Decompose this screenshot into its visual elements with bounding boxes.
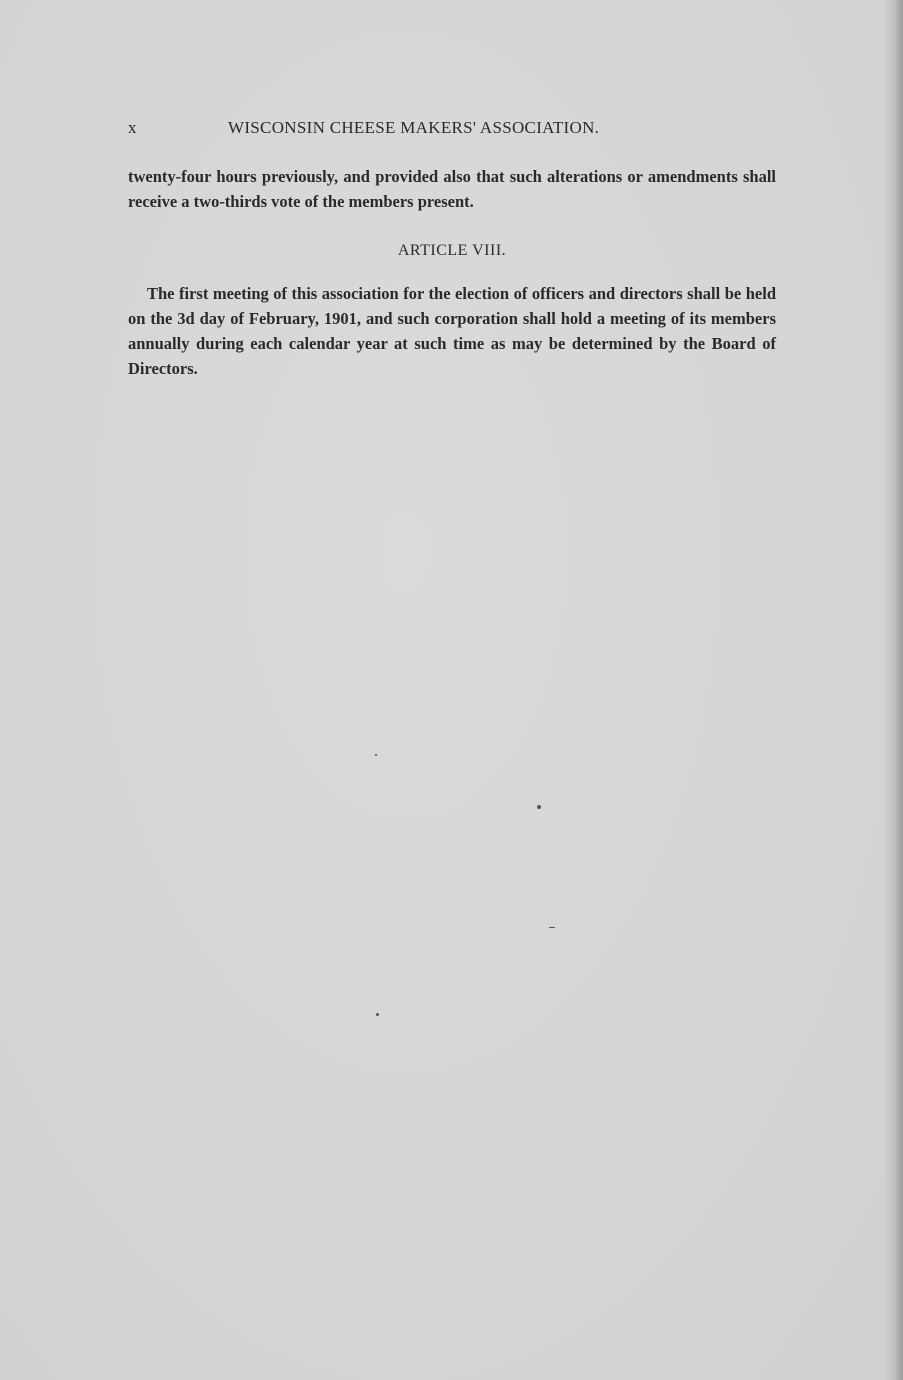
continued-paragraph: twenty-four hours previously, and provided also that such alterations or amendments shall receive a two-thirds vote of the members present. bbox=[128, 167, 776, 211]
article-text: The first meeting of this association for the election of officers and directors shall be held on the 3d day of February, 1901, and such corporation shall hold a meeting of its members annually during each calendar year at such time as may be determined by the Board of Directors. bbox=[128, 284, 776, 378]
page-number: x bbox=[128, 118, 137, 137]
paper-speck bbox=[549, 927, 555, 928]
paper-speck bbox=[537, 805, 541, 809]
paper-speck bbox=[375, 754, 377, 756]
article-heading: ARTICLE VIII. bbox=[397, 242, 507, 259]
paper-speck bbox=[376, 1013, 379, 1016]
running-head-title: WISCONSIN CHEESE MAKERS' ASSOCIATION. bbox=[228, 118, 600, 137]
page-edge-shadow bbox=[885, 0, 903, 1380]
running-head bbox=[128, 118, 776, 142]
